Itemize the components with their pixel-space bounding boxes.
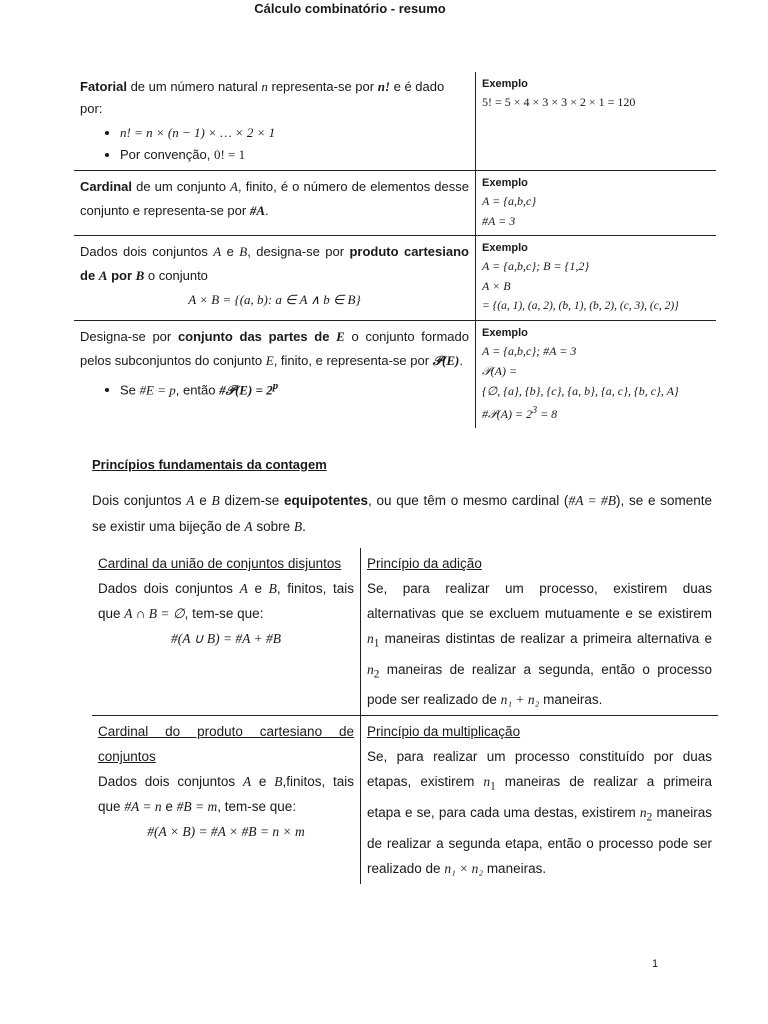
definitions-table [74,72,716,428]
list-item: • n! = n × (n − 1) × … × 2 × 1 [120,122,469,144]
power-set-bullets [80,375,469,401]
example-label: Exemplo [482,327,528,339]
cartesian-product-example [476,236,717,321]
union-heading: Cardinal da união de conjuntos disjuntos [98,556,342,571]
example-label: Exemplo [482,177,528,189]
example-text: A = {a,b,c}; #A = 3 [482,344,577,358]
product-cell: Cardinal do produto cartesiano de conjuntos Dados dois conjuntos A e B,finitos, tais que #A = n e #B = m, tem-se que: #(A × B) = #A × #B = n × m [92,716,361,884]
factorial-row [74,72,716,171]
cardinal-row [74,171,716,236]
principles-table [92,548,718,884]
example-text: = {(a, 1), (a, 2), (b, 1), (b, 2), (c, 3), (c, 2)} [482,300,679,312]
example-text: #A = 3 [482,214,516,228]
factorial-definition: Fatorial de um número natural n representa-se por n! e é dado por: • n! = n × (n − 1) × … × 2 × 1 • Por convenção, 0! = 1 [74,72,476,171]
cardinal-term: Cardinal [80,179,133,194]
factorial-example [476,72,717,171]
multiplication-heading: Princípio da multiplicação [367,724,521,740]
list-item: • Por convenção, 0! = 1 [120,144,469,166]
power-set-example [476,321,717,429]
cardinal-definition: Cardinal de um conjunto A, finito, é o número de elementos desse conjunto e representa-se por #A. [74,171,476,236]
example-label: Exemplo [482,242,528,254]
list-item: • Se #E = p, então #𝒫(E) = $2^p$ [120,375,469,401]
factorial-bullets [80,122,469,166]
factorial-term: Fatorial [80,79,127,94]
example-text: 5! = 5 × 4 × 3 × 3 × 2 × 1 = 120 [482,95,636,109]
product-heading: Cardinal do produto cartesiano de conjuntos [98,724,354,765]
example-text: A × B [482,279,511,293]
addition-cell: Princípio da adição Se, para realizar um processo, existirem duas alternativas que se excluem mutuamente e se existirem $n_1$ maneiras distintas de realizar a primeira alternativa e $n_2$ maneiras de realizar a segunda, então o processo pode ser realizado de n₁ + n₂ maneiras. [361,548,719,716]
cartesian-product-row [74,236,716,321]
multiplication-cell: Princípio da multiplicação Se, para realizar um processo constituído por duas etapas, existirem $n_1$ maneiras de realizar a primeira etapa e se, para cada uma destas, existirem $n_2$ maneiras de realizar a segunda etapa, então o processo pode ser realizado de n₁ × n₂ maneiras. [361,716,719,884]
cardinal-example [476,171,717,236]
addition-row [92,548,718,716]
section-title: Princípios fundamentais da contagem [92,457,327,472]
example-text: {∅, {a}, {b}, {c}, {a, b}, {a, c}, {b, c}, A} [482,384,679,398]
page-number: 1 [652,958,659,970]
product-formula: #(A × B) = #A × #B = n × m [147,824,305,840]
example-text: 𝒫(A) = [482,364,518,378]
power-set-row [74,321,716,429]
multiplication-row [92,716,718,884]
equipotent-paragraph: Dois conjuntos A e B dizem-se equipotentes, ou que têm o mesmo cardinal (#A = #B), se e somente se existir uma bijeção de A sobre B. [92,493,712,534]
addition-heading: Princípio da adição [367,556,482,571]
union-formula: #(A ∪ B) = #A + #B [170,631,282,646]
example-text: A = {a,b,c}; B = {1,2} [482,259,590,273]
cartesian-product-formula: A × B = {(a, b): a ∈ A ∧ b ∈ B} [188,292,361,307]
union-cell: Cardinal da união de conjuntos disjuntos Dados dois conjuntos A e B, finitos, tais que A ∩ B = ∅, tem-se que: #(A ∪ B) = #A + #B [92,548,361,716]
cartesian-product-definition: Dados dois conjuntos A e B, designa-se por produto cartesiano de A por B o conjunto A × B = {(a, b): a ∈ A ∧ b ∈ B} [74,236,476,321]
page-title: Cálculo combinatório - resumo [254,1,446,16]
example-label: Exemplo [482,78,528,90]
example-text: A = {a,b,c} [482,194,537,208]
power-set-definition: Designa-se por conjunto das partes de E o conjunto formado pelos subconjuntos do conjunto E, finito, e representa-se por 𝒫(E). • Se #E = p, então #𝒫(E) = $2^p$ [74,321,476,429]
example-text: #𝒫(A) = $2^3 = 8$ [482,405,558,421]
